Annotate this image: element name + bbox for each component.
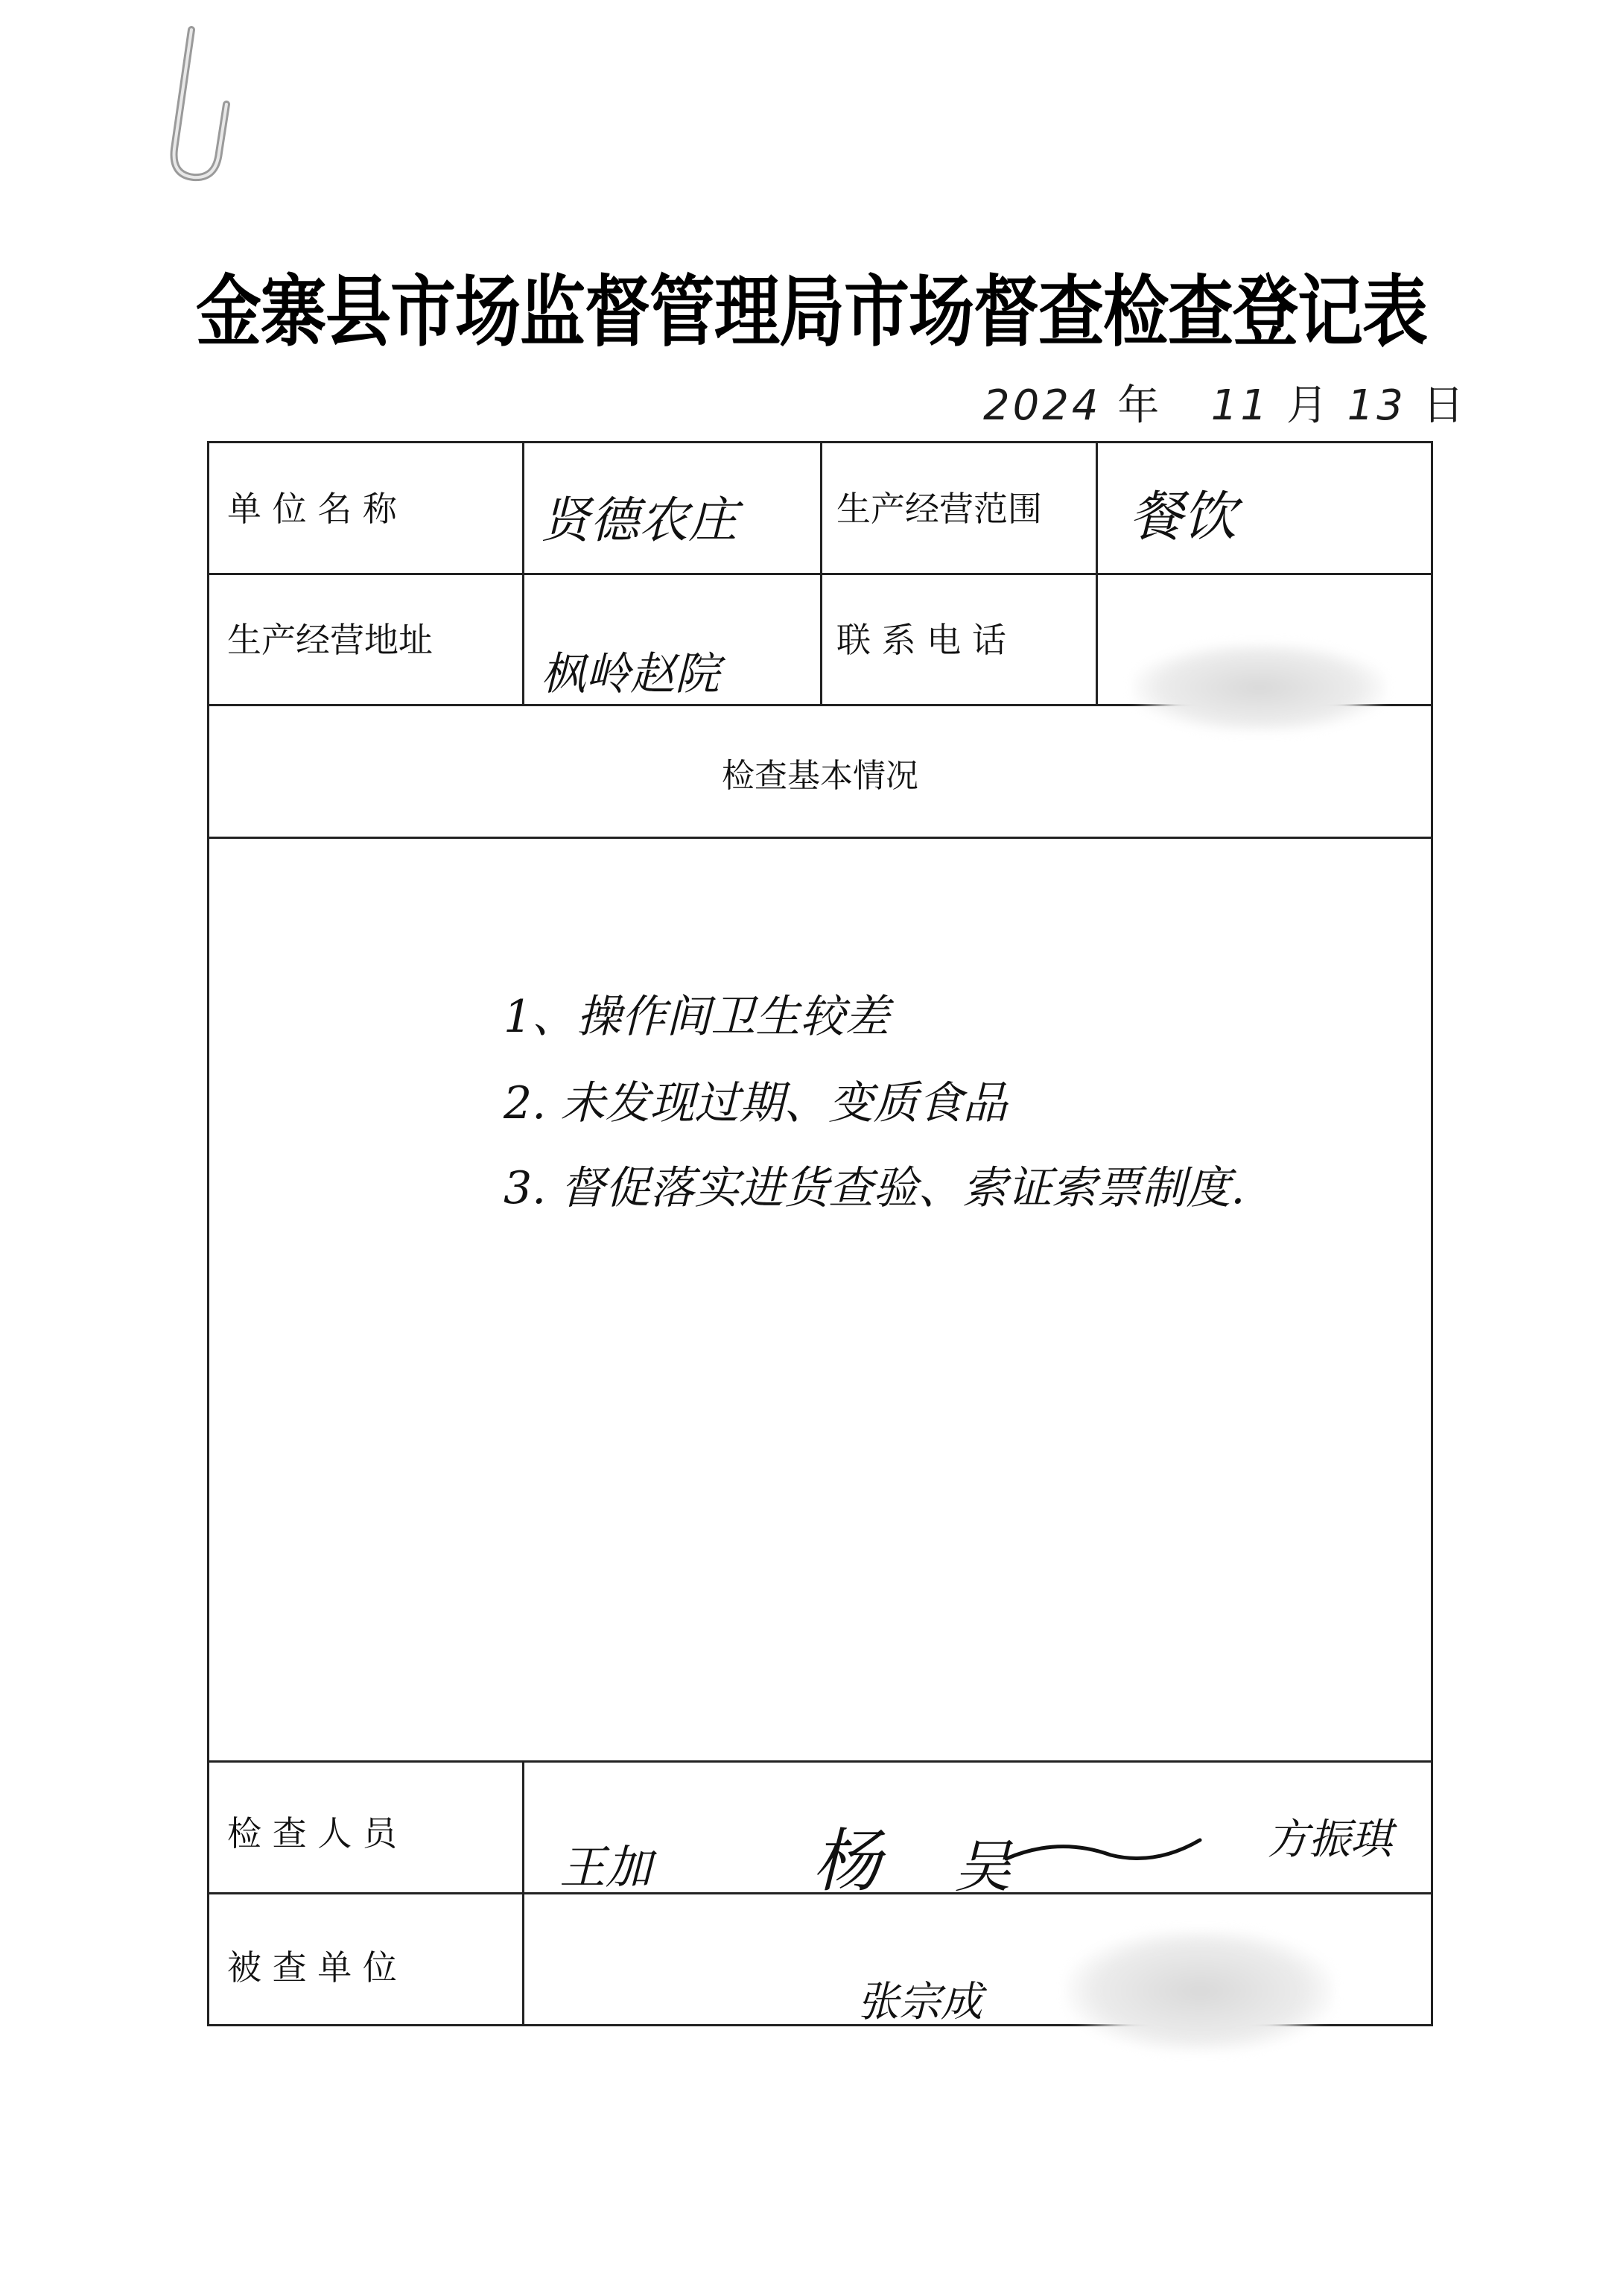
inspection-form: [207, 441, 1433, 2026]
address-label: 生产经营地址: [227, 620, 433, 660]
unit-name-value: 贤德农庄: [541, 492, 737, 549]
finding-1: 1、操作间卫生较差: [504, 991, 890, 1043]
finding-3: 3. 督促落实进货查验、索证索票制度.: [504, 1162, 1245, 1214]
date-day-unit: 日: [1422, 381, 1467, 430]
document-title: 金寨县市场监督管理局市场督查检查登记表: [195, 265, 1427, 358]
column-divider: [820, 443, 822, 704]
inspector-label: 检 查 人 员: [227, 1813, 397, 1853]
scope-label: 生产经营范围: [836, 489, 1042, 529]
inspected-unit-label: 被 查 单 位: [227, 1947, 397, 1988]
date-year: 2024: [983, 381, 1102, 430]
date-month: 11: [1210, 381, 1270, 430]
inspected-unit-signature: 张宗成: [857, 1978, 982, 2026]
column-divider: [522, 443, 524, 704]
phone-redaction: [1133, 643, 1386, 732]
date-year-unit: 年: [1117, 381, 1163, 430]
signature-redaction: [1066, 1929, 1334, 2052]
phone-label: 联 系 电 话: [836, 620, 1006, 660]
column-divider: [1096, 443, 1098, 704]
address-value: 枫岭赵院: [541, 648, 720, 700]
inspector-signature-1: 王加: [559, 1840, 652, 1894]
inspector-signature-2: 杨: [813, 1821, 882, 1901]
row-divider: [209, 837, 1431, 839]
signature-stroke: [999, 1814, 1207, 1881]
scope-value: 餐饮: [1129, 485, 1237, 548]
column-divider: [522, 1760, 524, 2026]
inspector-signature-3: 吴: [954, 1833, 1011, 1900]
unit-name-label: 单 位 名 称: [227, 489, 397, 529]
inspector-signature-4: 方振琪: [1267, 1815, 1392, 1864]
finding-2: 2. 未发现过期、变质食品: [504, 1077, 1008, 1129]
inspection-section-title: 检查基本情况: [722, 757, 918, 795]
row-divider: [209, 1760, 1431, 1763]
date-day: 13: [1347, 381, 1406, 430]
paper-clip-icon: [158, 22, 240, 194]
date-month-unit: 月: [1286, 381, 1331, 430]
document-date: [983, 372, 1467, 432]
